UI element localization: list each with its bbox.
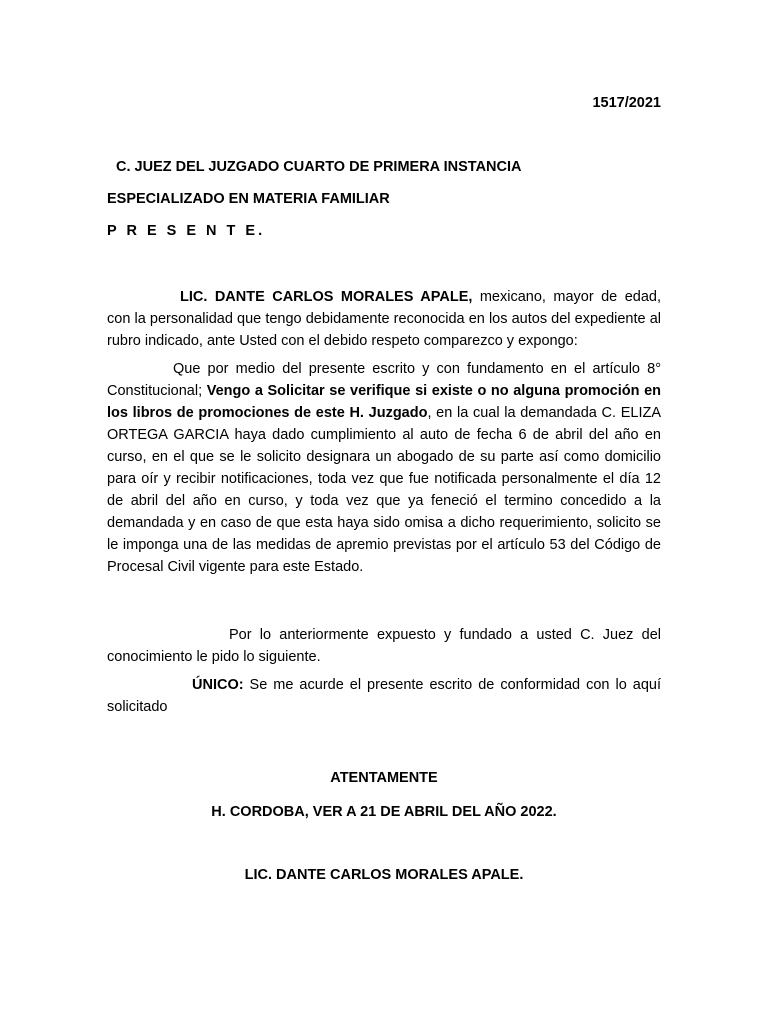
addressee-judge: C. JUEZ DEL JUZGADO CUARTO DE PRIMERA INSTANCIA (116, 159, 522, 175)
document-body (107, 286, 661, 724)
main-text-bold: Vengo a Solicitar se verifique si existe o no alguna promoción en los libros de promociones de este H. Juzgado (107, 383, 661, 421)
intro-text: mexicano, mayor de edad, con la personalidad que tengo debidamente reconocida en los autos del expediente al rubro indicado, ante Usted con el debido respeto comparezco y expongo: (107, 289, 661, 349)
intro-paragraph (107, 286, 661, 352)
main-paragraph (107, 358, 661, 578)
addressee-presente: P R E S E N T E. (107, 223, 266, 239)
unico-paragraph (107, 674, 661, 718)
closing-place-date: H. CORDOBA, VER A 21 DE ABRIL DEL AÑO 2022. (211, 804, 557, 820)
request-paragraph: Por lo anteriormente expuesto y fundado a usted C. Juez del conocimiento le pido lo siguiente. (107, 627, 661, 665)
intro-name: LIC. DANTE CARLOS MORALES APALE, (180, 289, 473, 305)
unico-label: ÚNICO: (192, 677, 244, 693)
addressee-block (107, 156, 667, 252)
case-number: 1517/2021 (592, 95, 661, 111)
main-text-part2: , en la cual la demandada C. ELIZA ORTEGA GARCIA haya dado cumplimiento al auto de fecha 6 de abril del año en curso, en el que se le solicito designara un abogado de su parte así como domicilio para oír y recibir notificaciones, toda vez que fue notificada personalmente el día 12 de abril del año en curso, y toda vez que ya feneció el termino concedido a la demandada y en caso de que esta haya sido omisa a dicho requerimiento, solicito se le imponga una de las medidas de apremio previstas por el artículo 53 del Código de Procesal Civil vigente para este Estado. (107, 405, 661, 575)
closing-signature-name: LIC. DANTE CARLOS MORALES APALE. (244, 867, 524, 883)
main-text-part1: Que por medio del presente escrito y con fundamento en el artículo 8° Constitucional; (107, 361, 661, 399)
unico-text: Se me acurde el presente escrito de conformidad con lo aquí solicitado (107, 677, 661, 715)
addressee-specialty: ESPECIALIZADO EN MATERIA FAMILIAR (107, 191, 390, 207)
closing-atentamente: ATENTAMENTE (330, 770, 438, 786)
